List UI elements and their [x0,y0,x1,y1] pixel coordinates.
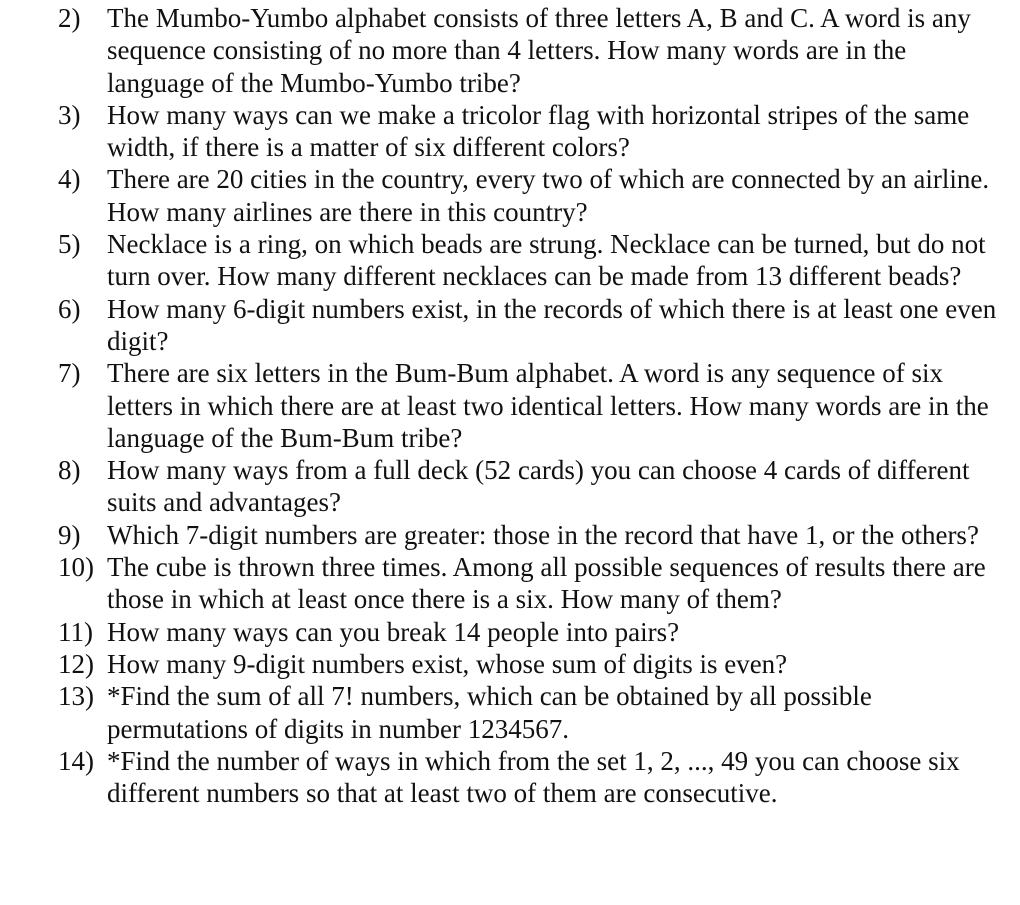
problem-12 [58,648,998,680]
problem-14 [58,745,998,810]
problem-number: 7) [58,358,81,389]
problem-text: There are 20 cities in the country, every two of which are connected by an airline. How many airlines are there in this country? [107,164,990,227]
problem-8 [58,454,998,519]
problem-text: How many ways can you break 14 people into pairs? [107,616,680,647]
problem-text: The Mumbo-Yumbo alphabet consists of three letters A, B and C. A word is any sequence consisting of no more than 4 letters. How many words are in the language of the Mumbo-Yumbo tribe? [107,3,971,98]
problem-number: 8) [58,455,81,486]
problem-text: How many 6-digit numbers exist, in the records of which there is at least one even digit? [107,293,997,356]
problem-10 [58,551,998,616]
problem-number: 5) [58,229,81,260]
problem-2 [58,2,998,99]
problem-6 [58,293,998,358]
problem-text: Which 7-digit numbers are greater: those in the record that have 1, or the others? [107,519,979,550]
problem-text: How many ways from a full deck (52 cards) you can choose 4 cards of different suits and advantages? [107,455,970,518]
problem-4 [58,163,998,228]
problem-number: 14) [58,745,94,776]
problem-number: 13) [58,681,94,712]
problem-text: How many 9-digit numbers exist, whose sum of digits is even? [107,648,788,679]
problem-text: How many ways can we make a tricolor flag with horizontal stripes of the same width, if there is a matter of six different colors? [107,99,970,163]
problem-11 [58,616,998,648]
problem-number: 6) [58,293,81,324]
problem-3 [58,99,998,164]
problem-number: 3) [58,99,81,130]
problem-number: 10) [58,552,94,583]
problem-text: There are six letters in the Bum-Bum alphabet. A word is any sequence of six letters in which there are at least two identical letters. How many words are in the language of the Bum-Bum tribe? [107,358,989,453]
problem-number: 11) [58,616,93,647]
problem-9 [58,519,998,551]
problem-7 [58,357,998,454]
problem-text: *Find the sum of all 7! numbers, which can be obtained by all possible permutations of digits in number 1234567. [107,681,872,744]
problem-number: 4) [58,164,81,195]
problem-number: 12) [58,648,94,679]
problem-text: Necklace is a ring, on which beads are strung. Necklace can be turned, but do not turn over. How many different necklaces can be made from 13 different beads? [107,229,986,292]
problem-number: 2) [58,3,81,33]
problem-text: The cube is thrown three times. Among all possible sequences of results there are those in which at least once there is a six. How many of them? [107,552,986,615]
problem-5 [58,228,998,293]
problem-list [58,2,998,809]
problem-text: *Find the number of ways in which from the set 1, 2, ..., 49 you can choose six different numbers so that at least two of them are consecutive. [107,745,960,809]
problem-number: 9) [58,519,81,550]
problem-13 [58,680,998,745]
